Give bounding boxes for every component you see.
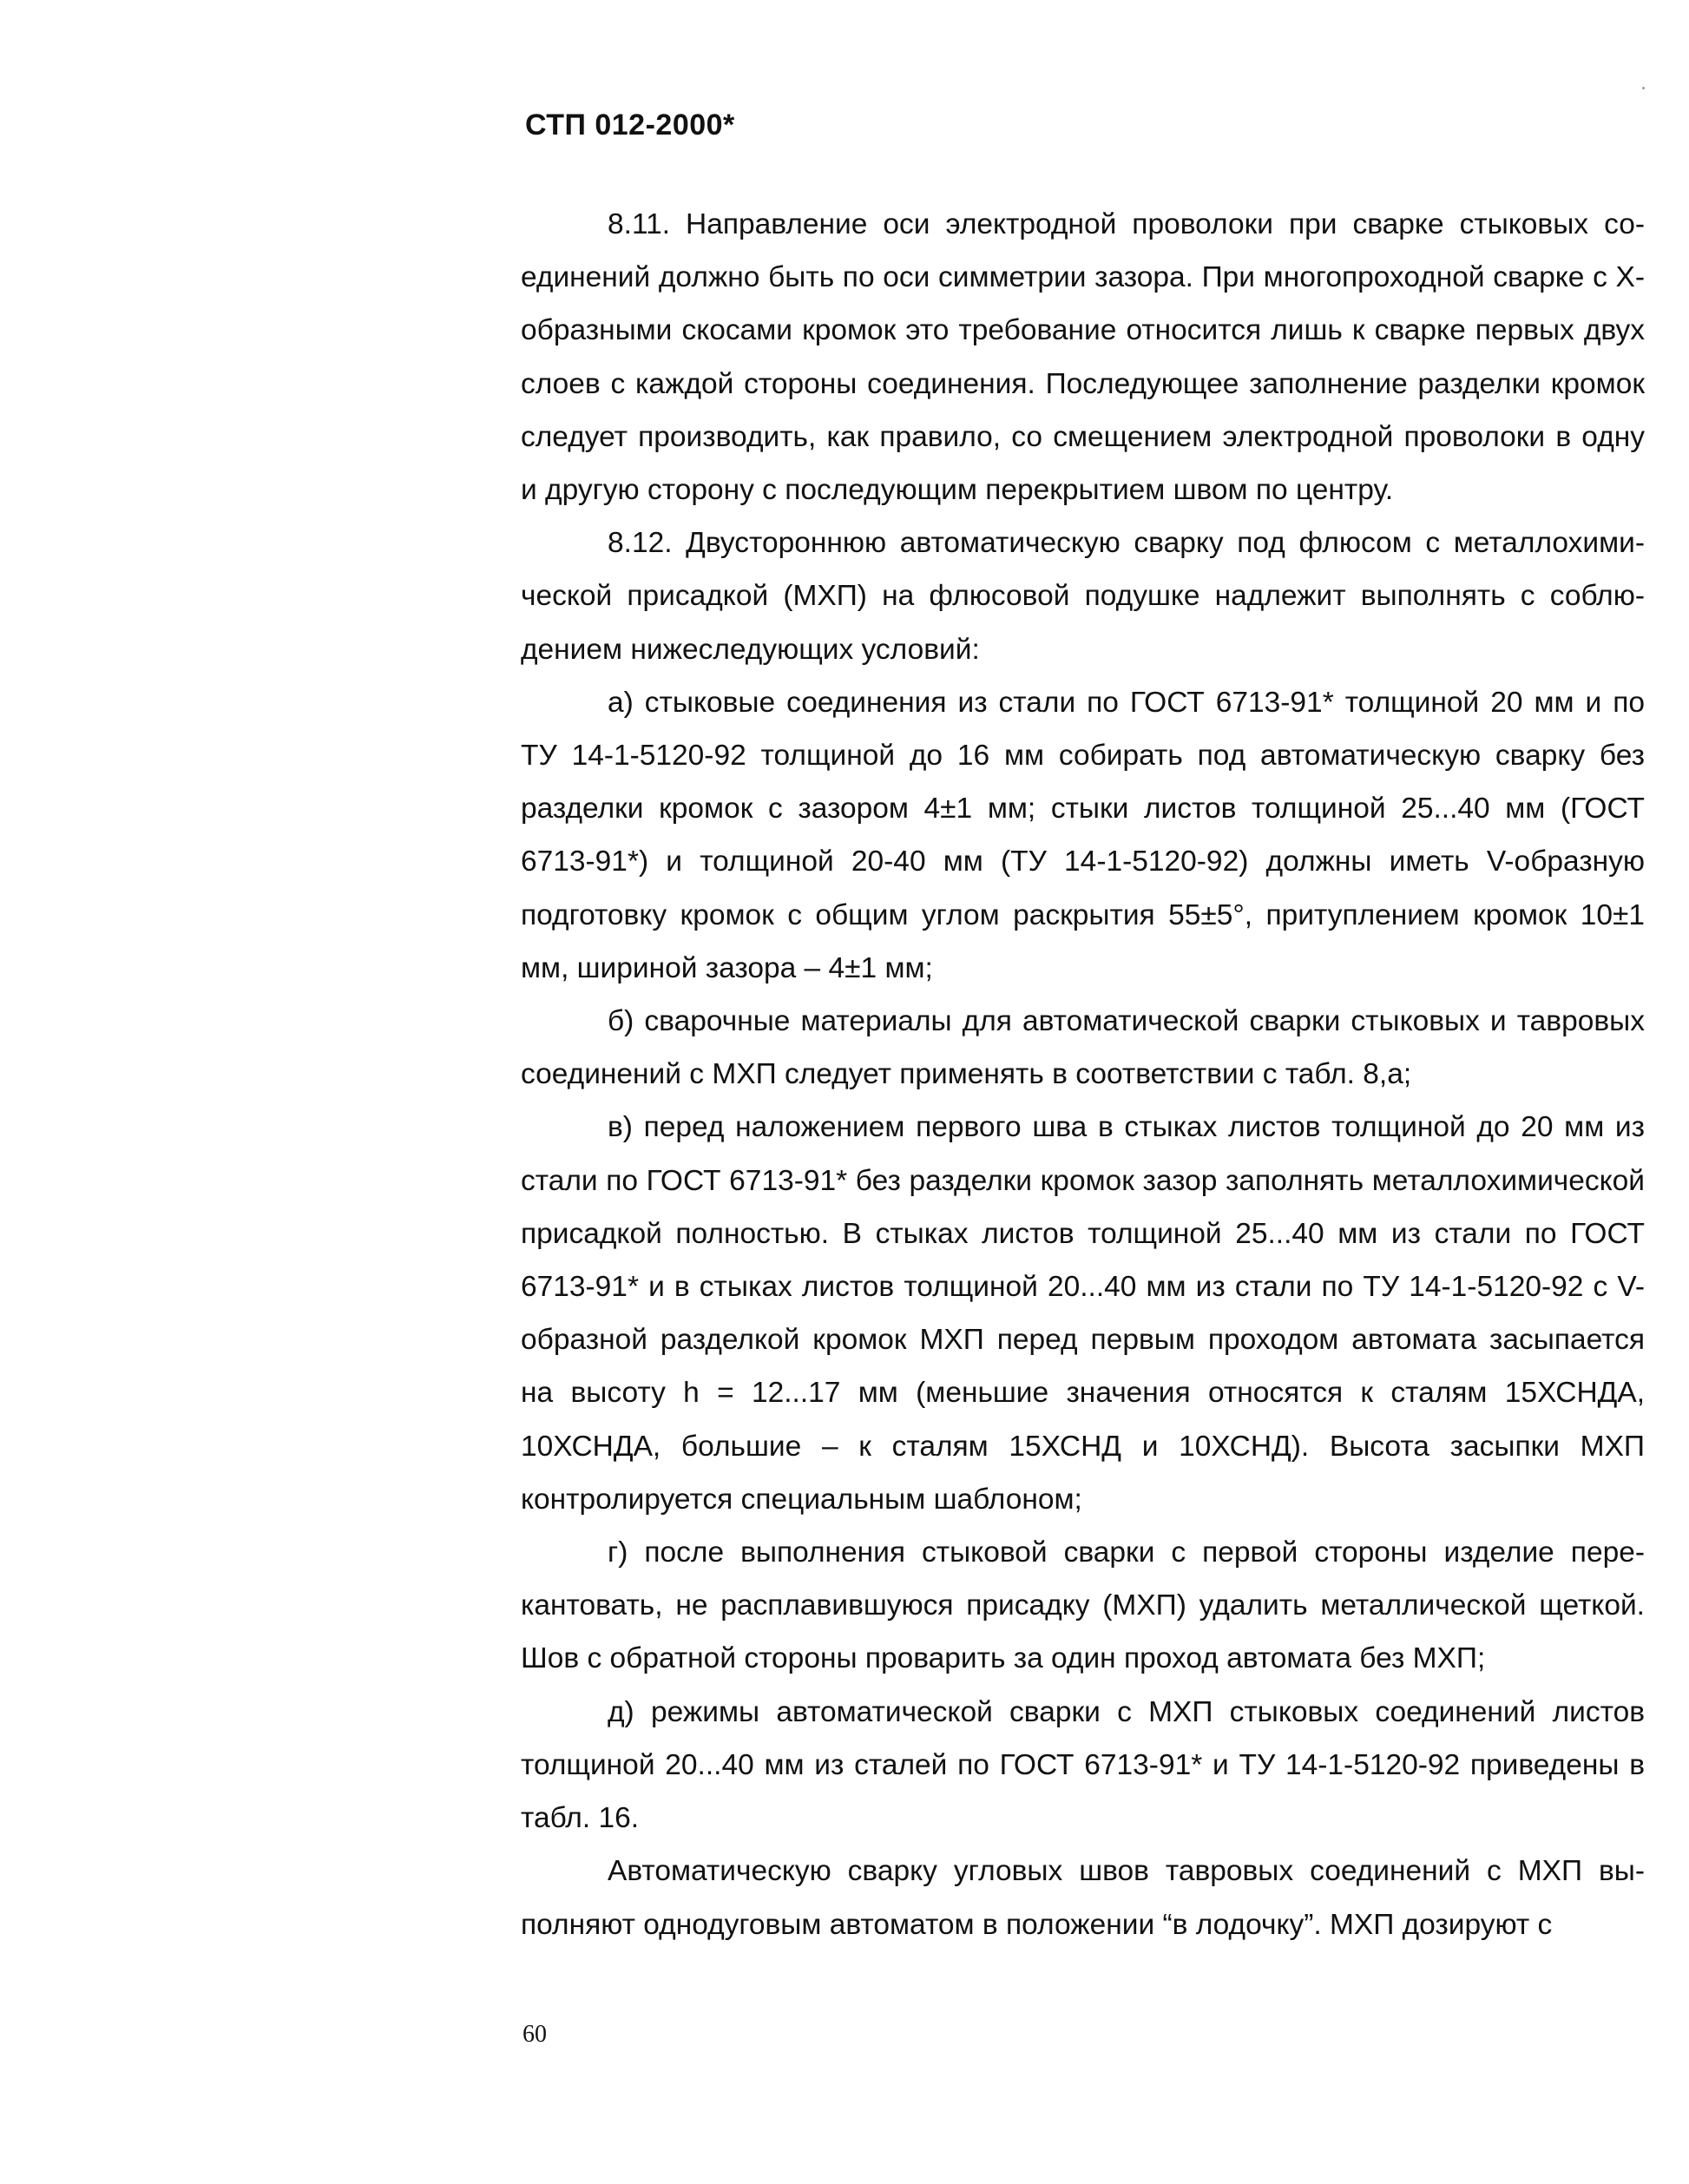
paragraph-fillet-welding: Автоматическую сварку угловых швов тавровых соединений с МХП выполняют однодуговым автоматом в положении “в лодочку”. МХП дозируют с	[521, 1855, 1645, 1941]
paragraph-item-d: д) режимы автоматической сварки с МХП стыковых соединений листов толщиной 20...40 мм из сталей по ГОСТ 6713-91* и ТУ 14-1-5120-92 приведены в табл. 16.	[521, 1695, 1645, 1835]
page-number: 60	[522, 2021, 547, 2048]
paragraph-8-11: 8.11. Направление оси электродной проволоки при сварке стыковых соединений должно быть по оси симметрии зазора. При многопроходной сварке с Х-образными скосами кромок это требование относится лишь к сварке первых двух слоев с каждой стороны соединения. Последующее заполнение разделки кромок следует производить, как правило, со смещением электродной проволоки в одну и другую сторону с последующим перекрытием швом по центру.	[521, 208, 1645, 507]
paragraph-item-v: в) перед наложением первого шва в стыках листов толщиной до 20 мм из стали по ГОСТ 6713-91* без разделки кромок зазор заполнять металлохимической присадкой полностью. В стыках листов толщиной 25...40 мм из стали по ГОСТ 6713-91* и в стыках листов толщиной 20...40 мм из стали по ТУ 14-1-5120-92 с V-образной разделкой кромок МХП перед первым проходом автомата засыпается на высоту h = 12...17 мм (меньшие значения относятся к сталям 15ХСНДА, 10ХСНДА, большие – к сталям 15ХСНД и 10ХСНД). Высота засыпки МХП контролируется специальным шаблоном;	[521, 1111, 1645, 1516]
paragraph-item-g: г) после выполнения стыковой сварки с первой стороны изделие перекантовать, не расплавившуюся присадку (МХП) удалить металлической щеткой. Шов с обратной стороны проварить за один проход автомата без МХП;	[521, 1536, 1645, 1675]
scan-speck	[1642, 87, 1645, 89]
paragraph-item-b: б) сварочные материалы для автоматической сварки стыковых и тавровых соединений с МХП следует применять в соответствии с табл. 8,а;	[521, 1005, 1645, 1091]
document-code-header: СТП 012-2000*	[525, 109, 735, 141]
paragraph-8-12: 8.12. Двустороннюю автоматическую сварку под флюсом с металлохимической присадкой (МХП) на флюсовой подушке надлежит выполнять с соблюдением нижеследующих условий:	[521, 527, 1645, 666]
paragraph-item-a: а) стыковые соединения из стали по ГОСТ 6713-91* толщиной 20 мм и по ТУ 14-1-5120-92 толщиной до 16 мм собирать под автоматическую сварку без разделки кромок с зазором 4±1 мм; стыки листов толщиной 25...40 мм (ГОСТ 6713-91*) и толщиной 20-40 мм (ТУ 14-1-5120-92) должны иметь V-образную подготовку кромок с общим углом раскрытия 55±5°, притуплением кромок 10±1 мм, шириной зазора – 4±1 мм;	[521, 686, 1645, 984]
body-text	[521, 198, 1645, 1951]
